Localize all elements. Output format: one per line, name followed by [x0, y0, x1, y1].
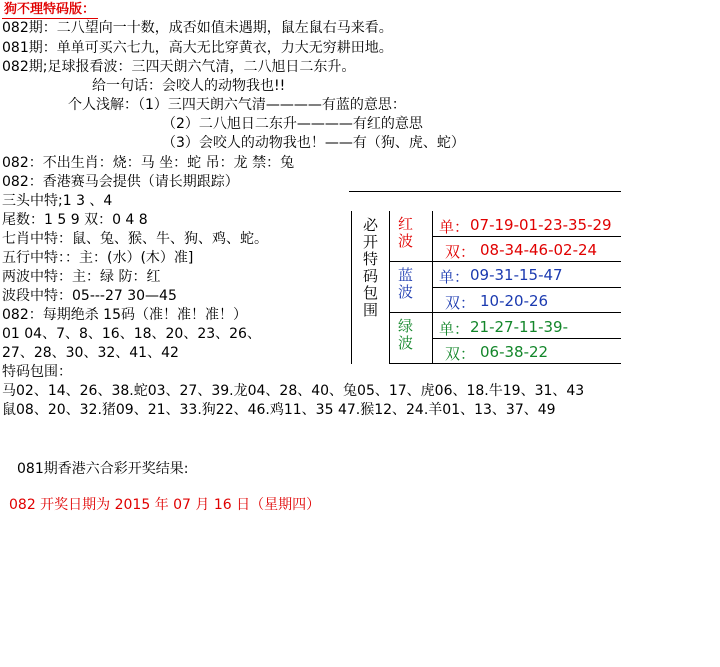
- green-single-cell: [433, 313, 621, 339]
- title-underline: [2, 18, 98, 19]
- line-kill-15: 082：每期绝杀 15码（准！准！准！）: [2, 307, 247, 323]
- blue-single-label: 单：: [439, 268, 470, 286]
- blue-single-numbers: 09-31-15-47: [470, 266, 563, 284]
- green-single-label: 单：: [439, 320, 470, 338]
- red-wave-cell: [390, 211, 433, 262]
- line-zodiac-numbers-2: 鼠08、20、32.猪09、21、33.狗22、46.鸡11、35 47.猴12、24.羊01、13、37、49: [2, 402, 556, 418]
- blue-wave-cell: [390, 262, 433, 313]
- line-special-label: 特码包围：: [2, 364, 72, 380]
- line-five-elements: 五行中特：：主：(水）(木）准]: [2, 250, 194, 266]
- line-jockey-club: 082：香港赛马会提供（请长期跟踪）: [2, 174, 239, 190]
- line-082-football: 082期;足球报看波：三四天朗六气清，二八旭日二东升。: [2, 59, 356, 75]
- line-explanation-2: （2）二八旭日二东升————有红的意思: [162, 116, 423, 132]
- line-081-riddle: 081期：单单可买六七九，高大无比穿黄衣，力大无穷耕田地。: [2, 40, 393, 56]
- green-double-cell: [433, 339, 621, 364]
- green-wave-cell: [390, 313, 433, 364]
- red-double-numbers: 08-34-46-02-24: [480, 241, 598, 259]
- line-no-zodiac: 082：不出生肖：烧：马 坐：蛇 吊：龙 禁：兔: [2, 155, 295, 171]
- red-single-label: 单：: [439, 218, 470, 236]
- line-tail-numbers: 尾数：1 5 9 双：0 4 8: [2, 212, 148, 228]
- page-title: 狗不理特码版：: [4, 2, 96, 17]
- green-single-numbers: 21-27-11-39-: [470, 318, 568, 336]
- line-kill-numbers-2: 27、28、30、32、41、42: [2, 345, 179, 361]
- line-zodiac-numbers-1: 马02、14、26、38.蛇03、27、39.龙04、28、40、兔05、17、虎06、18.牛19、31、43: [2, 383, 585, 399]
- red-double-label: 双：: [445, 243, 476, 261]
- red-single-cell: [433, 211, 621, 237]
- green-wave-label: 绿波: [396, 318, 414, 352]
- red-wave-label: 红波: [396, 216, 414, 250]
- line-seven-zodiacs: 七肖中特：鼠、兔、猴、牛、狗、鸡、蛇。: [2, 231, 268, 247]
- line-quote: 给一句话：会咬人的动物我也!!: [92, 78, 286, 94]
- blue-single-cell: [433, 262, 621, 288]
- table-top-line: [349, 191, 621, 192]
- blue-double-cell: [433, 288, 621, 313]
- red-single-numbers: 07-19-01-23-35-29: [470, 216, 612, 234]
- side-label-cell: [351, 211, 390, 364]
- result-heading: 081期香港六合彩开奖结果:: [17, 461, 189, 477]
- line-kill-numbers-1: 01 04、7、8、16、18、20、23、26、: [2, 326, 261, 342]
- line-wave-range: 波段中特：05---27 30—45: [2, 288, 177, 304]
- side-label: 必开特码包围: [361, 217, 379, 319]
- green-double-numbers: 06-38-22: [480, 343, 549, 361]
- line-three-heads: 三头中特;1 3 、4: [2, 193, 113, 209]
- line-explanation-1: 个人浅解：（1）三四天朗六气清————有蓝的意思：: [68, 97, 406, 113]
- draw-date: 082 开奖日期为 2015 年 07 月 16 日（星期四）: [9, 497, 321, 513]
- wave-table: [349, 211, 621, 364]
- red-double-cell: [433, 237, 621, 262]
- line-two-waves: 两波中特：主：绿 防：红: [2, 269, 161, 285]
- blue-wave-label: 蓝波: [396, 267, 414, 301]
- line-082-riddle: 082期：二八望向一十数，成否如值未遇期，鼠左鼠右马来看。: [2, 20, 393, 36]
- green-double-label: 双：: [445, 345, 476, 363]
- blue-double-numbers: 10-20-26: [480, 292, 549, 310]
- blue-double-label: 双：: [445, 294, 476, 312]
- line-explanation-3: （3）会咬人的动物我也！——有（狗、虎、蛇）: [162, 135, 465, 151]
